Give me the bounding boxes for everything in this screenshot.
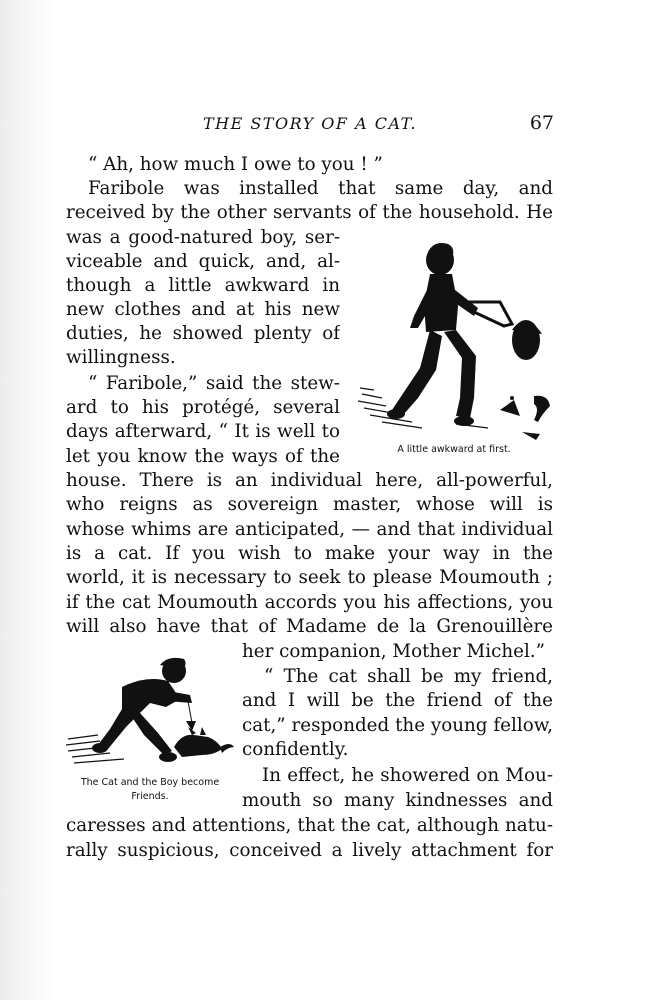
text-line: caresses and attentions, that the cat, although natu- xyxy=(66,815,553,836)
text-line: duties, he showed plenty of xyxy=(66,323,340,344)
text-line: whose whims are anticipated, — and that individual xyxy=(66,519,553,540)
text-line: confidently. xyxy=(242,739,349,760)
text-line: “ The cat shall be my friend, xyxy=(264,666,553,687)
text-line: “ Faribole,” said the stew- xyxy=(88,373,340,394)
page-number: 67 xyxy=(529,112,554,134)
text-line: world, it is necessary to seek to please Moumouth ; xyxy=(66,567,553,588)
text-line: mouth so many kindnesses and xyxy=(242,790,553,811)
text-line: will also have that of Madame de la Grenouillère xyxy=(66,616,553,637)
figure-caption-awkward: A little awkward at first. xyxy=(397,444,511,455)
text-line: ard to his protégé, several xyxy=(66,397,340,418)
text-line: days afterward, “ It is well to xyxy=(66,421,340,442)
text-line: Faribole was installed that same day, and xyxy=(88,178,553,199)
figure-cat-and-boy xyxy=(64,655,236,773)
text-line: viceable and quick, and, al- xyxy=(66,251,340,272)
text-line: who reigns as sovereign master, whose will is xyxy=(66,494,553,515)
figure-caption-friends-1: The Cat and the Boy become xyxy=(80,777,220,788)
text-line: was a good-natured boy, ser- xyxy=(66,227,340,248)
text-line: let you know the ways of the xyxy=(66,446,340,467)
running-head xyxy=(66,112,554,138)
figure-caption-friends-2: Friends. xyxy=(131,791,169,802)
text-line: is a cat. If you wish to make your way in the xyxy=(66,543,553,564)
text-line: if the cat Moumouth accords you his affections, you xyxy=(66,592,553,613)
text-line: her companion, Mother Michel.” xyxy=(242,641,545,662)
text-line: “ Ah, how much I owe to you ! ” xyxy=(88,154,383,175)
text-line: though a little awkward in xyxy=(66,275,340,296)
text-line: house. There is an individual here, all-powerful, xyxy=(66,470,553,491)
page-edge-shadow xyxy=(0,0,60,1000)
text-line: willingness. xyxy=(66,347,176,368)
text-line: new clothes and at his new xyxy=(66,299,340,320)
awkward-boy-silhouette xyxy=(352,238,558,444)
text-line: received by the other servants of the household. He xyxy=(66,202,553,223)
text-line: rally suspicious, conceived a lively attachment for xyxy=(66,840,553,861)
text-line: In effect, he showered on Mou- xyxy=(262,765,553,786)
cat-and-boy-silhouette xyxy=(64,655,236,773)
text-line: cat,” responded the young fellow, xyxy=(242,715,553,736)
text-line: and I will be the friend of the xyxy=(242,690,553,711)
running-title: THE STORY OF A CAT. xyxy=(202,114,418,133)
figure-awkward-boy xyxy=(352,238,558,444)
